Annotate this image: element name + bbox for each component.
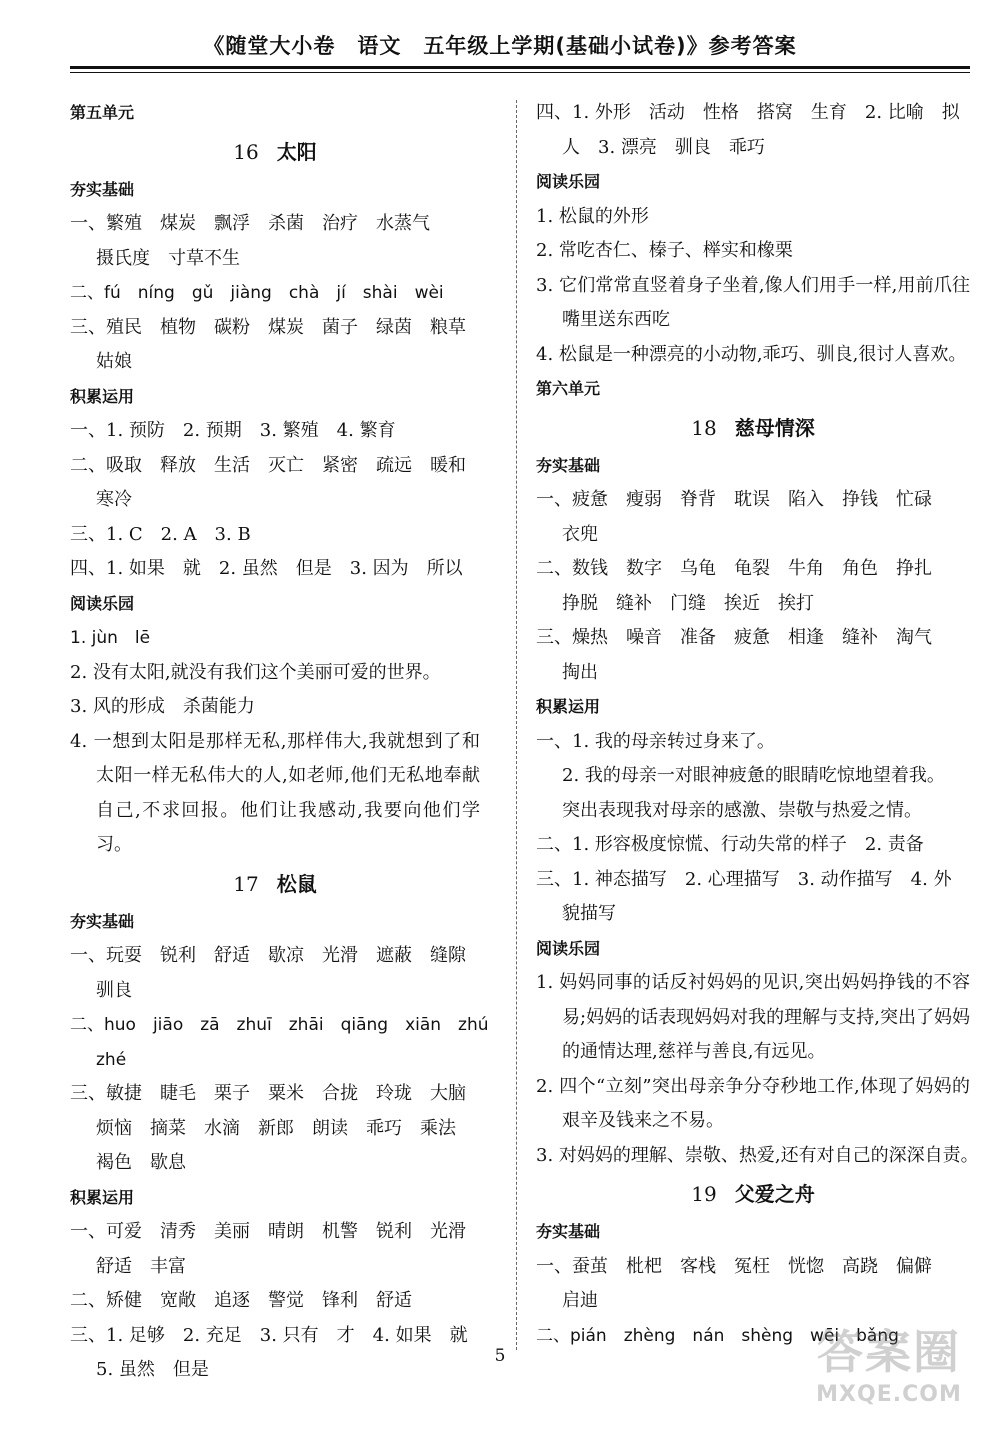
answer-line-continued: 舒适 丰富: [96, 1255, 186, 1277]
pinyin-answer: 二、fú níng gǔ jiàng chà jí shài wèi: [70, 283, 444, 303]
header-rule-thin: [70, 72, 970, 73]
answer-line: 2. 常吃杏仁、榛子、榉实和橡栗: [536, 240, 793, 261]
answer-line: 三、敏捷 睫毛 栗子 粟米 合拢 玲珑 大脑: [70, 1083, 466, 1104]
answer-line: 一、繁殖 煤炭 飘浮 杀菌 治疗 水蒸气: [70, 213, 430, 234]
answer-line: 四、1. 外形 活动 性格 搭窝 生育 2. 比喻 拟: [536, 102, 960, 123]
answer-line: 1. 松鼠的外形: [536, 205, 649, 227]
answer-line: 三、燥热 噪音 准备 疲惫 相逢 缝补 淘气: [536, 627, 932, 648]
page-header-title: 《随堂大小卷 语文 五年级上学期(基础小试卷)》参考答案: [203, 34, 797, 58]
lesson-name: 慈母情深: [734, 415, 815, 440]
section-heading: 夯实基础: [70, 179, 135, 199]
answer-line: 一、1. 我的母亲转过身来了。: [536, 730, 775, 752]
answer-line: 二、数钱 数字 乌龟 龟裂 牛角 角色 挣扎: [536, 558, 932, 579]
answer-line-continued: 摄氏度 寸草不生: [96, 247, 240, 269]
section-heading: 阅读乐园: [70, 593, 135, 613]
lesson-number: 16: [233, 139, 259, 164]
answer-line-continued: 掏出: [562, 661, 598, 683]
section-heading: 积累运用: [70, 1187, 135, 1207]
answer-paragraph: 2. 四个“立刻”突出母亲争分夺秒地工作,体现了妈妈的艰辛及钱来之不易。: [536, 1075, 970, 1131]
answer-line: 二、矫健 宽敞 追逐 警觉 锋利 舒适: [70, 1290, 412, 1311]
lesson-title: [536, 1173, 970, 1215]
lesson-name: 松鼠: [276, 871, 317, 896]
lesson-title: [536, 407, 970, 449]
answer-line-continued: 烦恼 摘菜 水滴 新郎 朗读 乖巧 乘法: [96, 1117, 456, 1139]
answer-line: 一、玩耍 锐利 舒适 歇凉 光滑 遮蔽 缝隙: [70, 945, 466, 966]
answer-line-continued: 启迪: [562, 1290, 598, 1311]
section-heading: 积累运用: [536, 697, 601, 716]
answer-line: 二、吸取 释放 生活 灭亡 紧密 疏远 暖和: [70, 454, 466, 476]
answer-line: 二、1. 形容极度惊慌、行动失常的样子 2. 责备: [536, 834, 924, 855]
lesson-name: 太阳: [276, 139, 317, 164]
answer-line: 3. 风的形成 杀菌能力: [70, 696, 255, 717]
answer-line: 三、1. C 2. A 3. B: [70, 523, 251, 545]
answer-line-continued: 驯良: [96, 979, 132, 1001]
answer-line: 三、1. 神态描写 2. 心理描写 3. 动作描写 4. 外: [536, 868, 952, 890]
section-heading: 夯实基础: [70, 911, 135, 931]
pinyin-answer: 二、huo jiāo zā zhuī zhāi qiāng xiān zhú: [70, 1015, 489, 1035]
section-heading: 阅读乐园: [536, 172, 601, 191]
answer-line-continued: 人 3. 漂亮 驯良 乖巧: [562, 136, 765, 158]
answer-paragraph: 4. 一想到太阳是那样无私,那样伟大,我就想到了和太阳一样无私伟大的人,如老师,他们无私地奉献自己,不求回报。他们让我感动,我要向他们学习。: [70, 730, 480, 855]
watermark-url: MXQE.COM: [816, 1382, 962, 1407]
right-column: [536, 96, 979, 1353]
section-heading: 阅读乐园: [536, 938, 601, 958]
answer-line: 三、殖民 植物 碳粉 煤炭 菌子 绿茵 粮草: [70, 316, 466, 338]
answer-line-continued: 挣脱 缝补 门缝 挨近 挨打: [562, 592, 814, 614]
answer-line-continued: 5. 虽然 但是: [96, 1359, 209, 1380]
answer-line: 2. 没有太阳,就没有我们这个美丽可爱的世界。: [70, 661, 441, 683]
section-heading: 夯实基础: [536, 1222, 601, 1241]
answer-line-continued: 2. 我的母亲一对眼神疲惫的眼睛吃惊地望着我。: [562, 765, 945, 786]
watermark-logo: [804, 1316, 974, 1426]
pinyin-answer: 二、pián zhèng nán shèng wēi bǎng: [536, 1325, 899, 1346]
answer-line: 一、1. 预防 2. 预期 3. 繁殖 4. 繁育: [70, 420, 396, 441]
answer-line: 3. 对妈妈的理解、崇敬、热爱,还有对自己的深深自责。: [536, 1144, 979, 1166]
answer-line-continued: 姑娘: [96, 351, 132, 372]
page-number: 5: [494, 1346, 506, 1366]
lesson-number: 18: [691, 415, 717, 440]
answer-line: 四、1. 如果 就 2. 虽然 但是 3. 因为 所以: [70, 558, 463, 579]
lesson-name: 父爱之舟: [734, 1182, 815, 1206]
answer-paragraph: 1. 妈妈同事的话反衬妈妈的见识,突出妈妈挣钱的不容易;妈妈的话表现妈妈对我的理解与支持,突出了妈妈的通情达理,慈祥与善良,有远见。: [536, 972, 970, 1062]
answer-line-continued: 寒冷: [96, 489, 132, 510]
section-heading: 第五单元: [70, 103, 135, 122]
pinyin-answer-continued: zhé: [96, 1049, 127, 1070]
left-column: [70, 96, 489, 1388]
answer-paragraph: 3. 它们常常直竖着身子坐着,像人们用手一样,用前爪往嘴里送东西吃: [536, 274, 970, 330]
header-rule-thick: [70, 66, 970, 69]
answer-line-continued: 突出表现我对母亲的感激、崇敬与热爱之情。: [562, 799, 922, 821]
section-heading: 第六单元: [536, 379, 601, 398]
answer-line: 一、疲惫 瘦弱 脊背 耽误 陷入 挣钱 忙碌: [536, 489, 932, 510]
lesson-title: [70, 131, 480, 173]
lesson-number: 17: [233, 871, 259, 896]
answer-line-continued: 衣兜: [562, 523, 598, 545]
answer-line: 三、1. 足够 2. 充足 3. 只有 才 4. 如果 就: [70, 1324, 468, 1346]
answer-line-continued: 褐色 歇息: [96, 1152, 186, 1173]
column-divider: [516, 100, 517, 1350]
answer-line: 4. 松鼠是一种漂亮的小动物,乖巧、驯良,很讨人喜欢。: [536, 343, 967, 365]
answer-line: 一、可爱 清秀 美丽 晴朗 机警 锐利 光滑: [70, 1221, 466, 1242]
lesson-title: [70, 863, 480, 905]
answer-line: 一、蚕茧 枇杷 客栈 冤枉 恍惚 高跷 偏僻: [536, 1255, 932, 1277]
section-heading: 夯实基础: [536, 455, 601, 475]
lesson-number: 19: [691, 1182, 717, 1206]
pinyin-answer: 1. jùn lē: [70, 628, 151, 648]
section-heading: 积累运用: [70, 386, 135, 406]
watermark-text: 答案圈: [817, 1325, 961, 1379]
answer-line-continued: 貌描写: [562, 903, 616, 924]
